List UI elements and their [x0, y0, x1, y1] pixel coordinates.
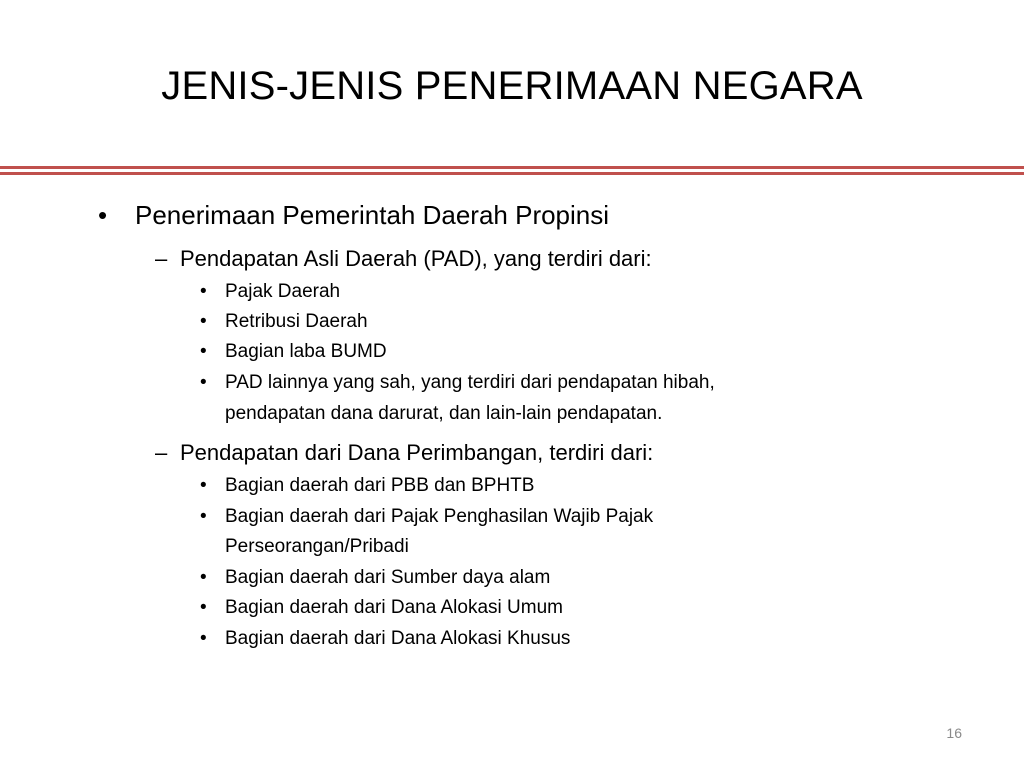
subbullet-item-perimbangan [155, 438, 654, 468]
list-item-continuation [225, 399, 662, 429]
bullet-icon: • [200, 372, 207, 393]
list-item-continuation [225, 532, 409, 562]
list-item [200, 307, 368, 337]
list-item [200, 368, 715, 398]
bullet-icon: • [200, 281, 207, 302]
bullet-text: Penerimaan Pemerintah Daerah Propinsi [135, 200, 610, 230]
slide-number: 16 [946, 725, 962, 741]
list-item-text: pendapatan dana darurat, dan lain-lain pendapatan. [225, 403, 663, 424]
bullet-icon: • [200, 341, 207, 362]
bullet-icon: • [200, 311, 207, 332]
dash-bullet-icon: – [155, 440, 168, 465]
subbullet-text: Pendapatan Asli Daerah (PAD), yang terdiri dari: [180, 246, 652, 271]
list-item-text: Bagian daerah dari PBB dan BPHTB [225, 475, 535, 496]
list-item [200, 471, 535, 501]
list-item [200, 277, 341, 307]
list-item-text: Pajak Daerah [225, 281, 341, 302]
list-item [200, 563, 551, 593]
bullet-icon: • [98, 200, 108, 230]
bullet-icon: • [200, 628, 207, 649]
bullet-icon: • [200, 567, 207, 588]
bullet-icon: • [200, 475, 207, 496]
list-item-text: Bagian laba BUMD [225, 341, 387, 362]
list-item-text: Retribusi Daerah [225, 311, 368, 332]
bullet-icon: • [200, 506, 207, 527]
bullet-icon: • [200, 597, 207, 618]
list-item [200, 624, 571, 654]
list-item-text: PAD lainnya yang sah, yang terdiri dari pendapatan hibah, [225, 372, 715, 393]
subbullet-text: Pendapatan dari Dana Perimbangan, terdiri dari: [180, 440, 654, 465]
list-item-text: Bagian daerah dari Pajak Penghasilan Wajib Pajak [225, 506, 654, 527]
subbullet-item-pad [155, 244, 652, 274]
list-item-text: Perseorangan/Pribadi [225, 536, 409, 557]
list-item-text: Bagian daerah dari Dana Alokasi Umum [225, 597, 563, 618]
list-item [200, 502, 654, 532]
list-item-text: Bagian daerah dari Sumber daya alam [225, 567, 551, 588]
dash-bullet-icon: – [155, 246, 168, 271]
bullet-item-heading [98, 195, 610, 235]
list-item-text: Bagian daerah dari Dana Alokasi Khusus [225, 628, 571, 649]
slide-title: JENIS-JENIS PENERIMAAN NEGARA [161, 64, 863, 108]
list-item [200, 337, 387, 367]
list-item [200, 593, 563, 623]
